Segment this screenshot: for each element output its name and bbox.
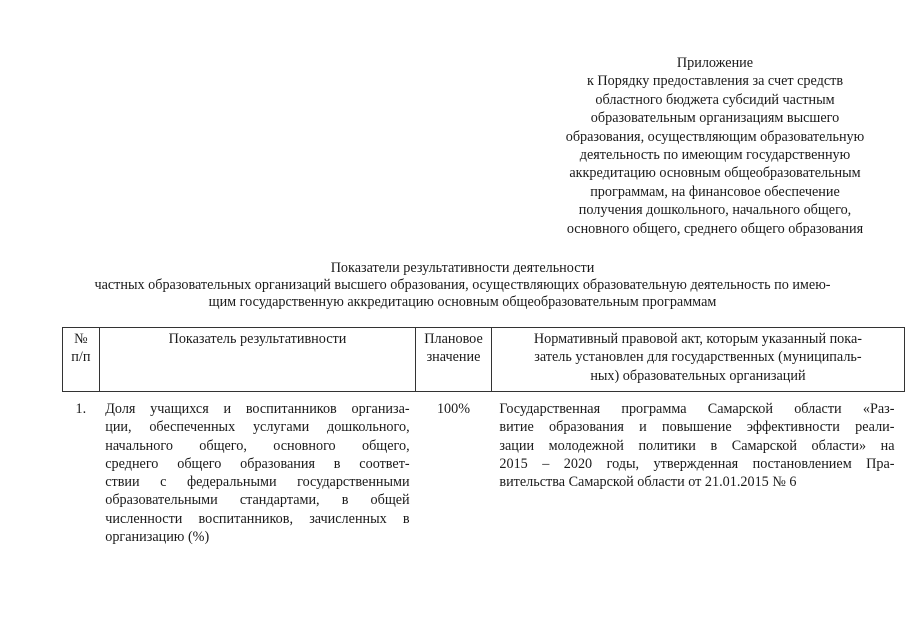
table-header-row [63,328,905,392]
act-line: 2015 – 2020 годы, утвержденная постановлением Пра- [499,455,895,472]
indicator-line: численности воспитанников, зачисленных в [105,510,410,527]
document-title [40,260,885,311]
appendix-line: аккредитацию основным общеобразовательным [569,165,861,182]
indicator-line: ции, обеспеченных услугами дошкольного, [105,419,410,436]
title-heading: Показатели результативности деятельности [330,260,595,276]
header-indicator [99,328,415,392]
header-planned-value [416,328,492,392]
appendix-line: областного бюджета субсидий частным [595,91,835,108]
indicator-line: начального общего, основного общего, [105,437,410,454]
title-subline: частных образовательных организаций высшего образования, осуществляющих образовательную деятельность по имею- [94,277,831,293]
act-line: зации молодежной политики в Самарской области» на [499,437,895,454]
cell-legal-act [491,392,904,547]
header-line: значение [426,349,481,366]
header-line: Показатель результативности [168,331,347,347]
appendix-line: образовательным организациям высшего [590,110,840,127]
header-legal-act [491,328,904,392]
appendix-line: Приложение [676,55,754,71]
indicators-table [62,327,905,546]
indicator-line: образовательными стандартами, в общей [105,492,410,509]
header-line: Нормативный правовой акт, которым указанный пока- [533,331,862,347]
indicator-line: организацию (%) [105,529,210,546]
cell-indicator [99,392,415,547]
cell-planned-value: 100% [436,401,471,417]
cell-number: 1. [75,401,87,417]
act-line: Государственная программа Самарской области «Раз- [499,401,895,417]
header-line: Плановое [424,331,483,347]
appendix-line: программам, на финансовое обеспечение [590,183,840,200]
indicator-line: среднего общего образования в соответ- [105,455,410,472]
act-line: витие образования и повышение эффективности реали- [499,419,895,436]
appendix-line: образования, осуществляющим образовательную [565,128,865,145]
header-line: ных) образовательных организаций [590,367,806,384]
table-row [63,392,905,547]
indicator-line: Доля учащихся и воспитанников организа- [105,401,410,417]
indicator-line: ствии с федеральными государственными [105,474,410,491]
header-line: п/п [71,349,91,366]
title-subline: щим государственную аккредитацию основным общеобразовательным программам [208,294,717,310]
appendix-line: основного общего, среднего общего образования [566,220,864,237]
appendix-line: получения дошкольного, начального общего, [578,202,852,219]
appendix-block [540,54,890,238]
appendix-line: к Порядку предоставления за счет средств [586,73,844,90]
header-line: затель установлен для государственных (муниципаль- [534,349,862,366]
act-line: вительства Самарской области от 21.01.2015 № 6 [499,474,797,491]
header-number [63,328,100,392]
header-line: № [74,331,88,347]
appendix-line: деятельность по имеющим государственную [579,147,851,164]
